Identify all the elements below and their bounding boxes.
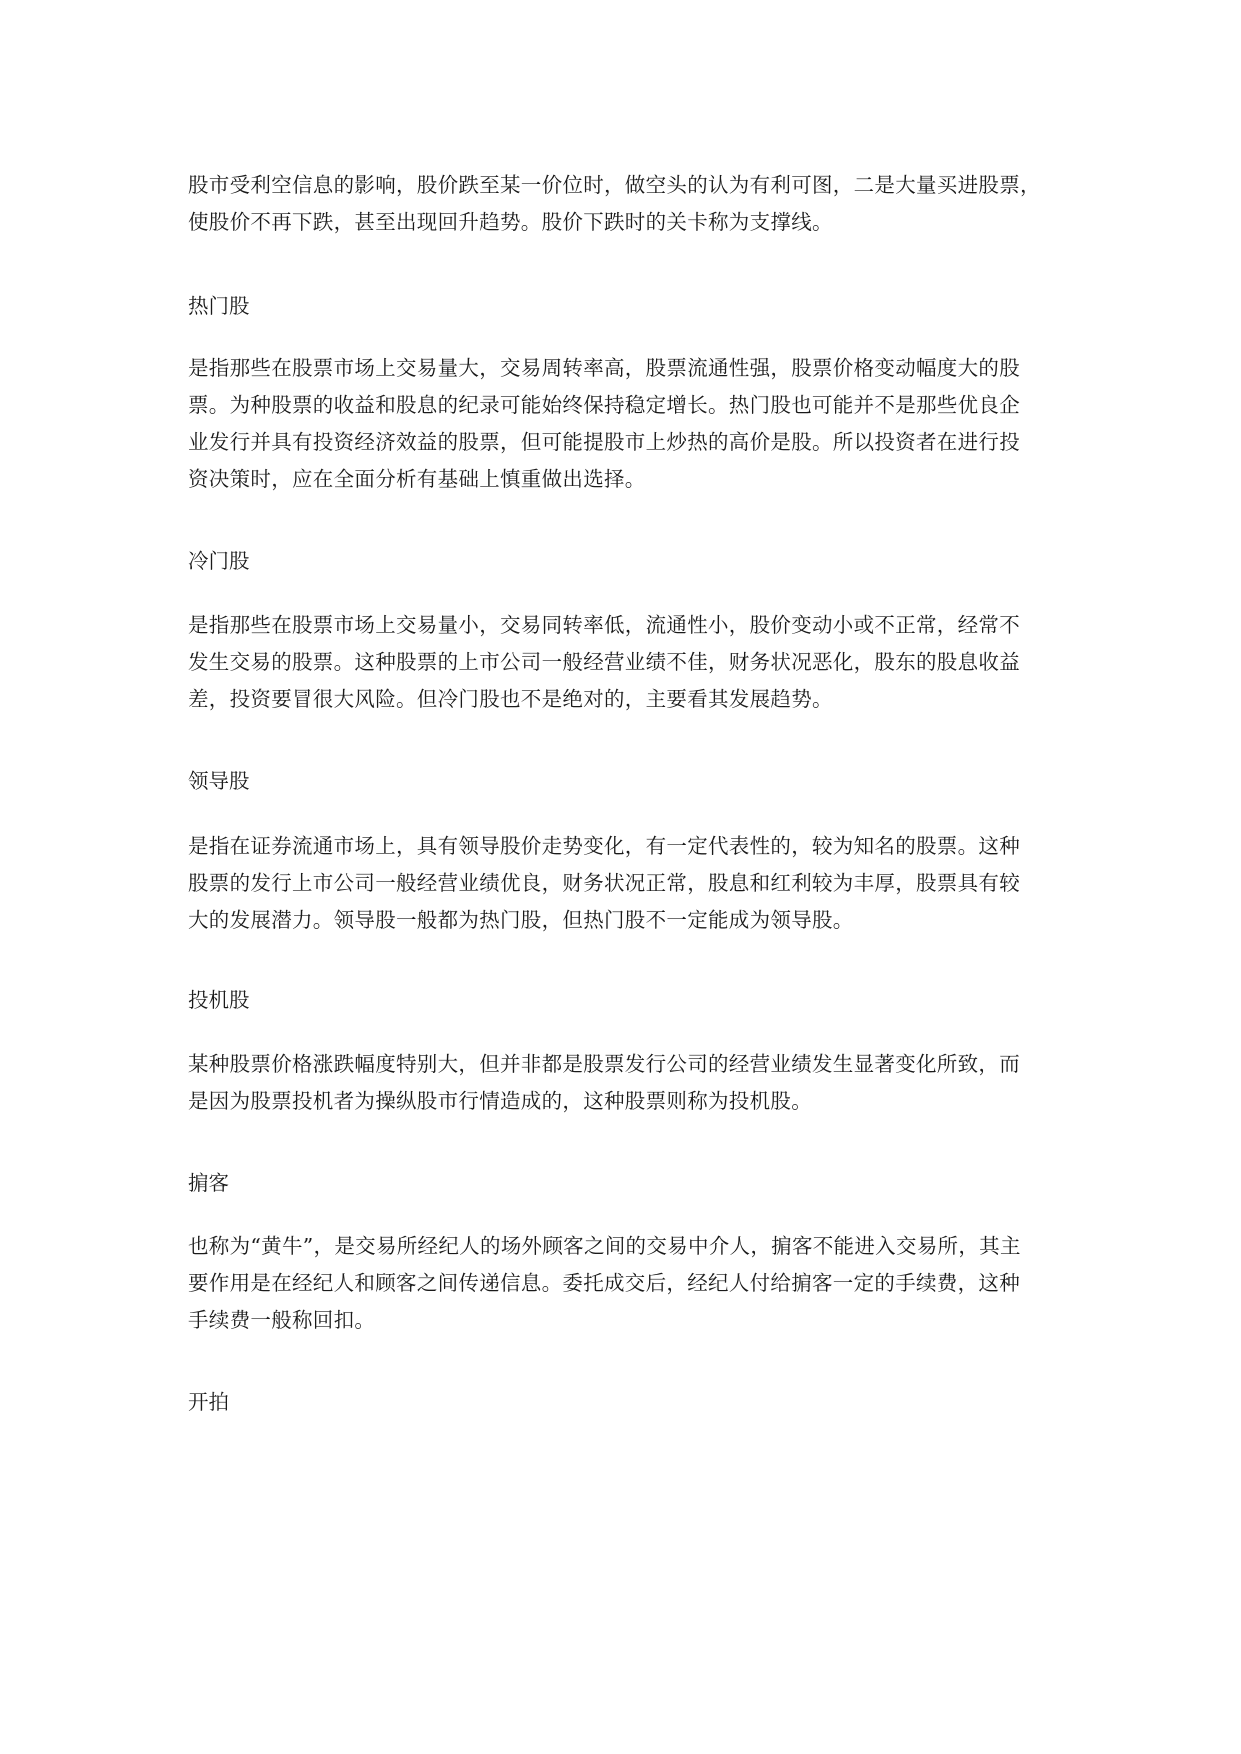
section-heading-broker: 掮客 [188, 1171, 229, 1195]
paragraph-line: 是因为股票投机者为操纵股市行情造成的，这种股票则称为投机股。 [188, 1089, 812, 1113]
section-heading-speculative-stock: 投机股 [188, 988, 250, 1012]
paragraph-line: 是指在证券流通市场上，具有领导股价走势变化，有一定代表性的，较为知名的股票。这种 [188, 834, 1020, 858]
section-paragraph-broker [188, 1228, 1088, 1339]
paragraph-line: 资决策时，应在全面分析有基础上慎重做出选择。 [188, 467, 646, 491]
paragraph-line: 要作用是在经纪人和顾客之间传递信息。委托成交后，经纪人付给掮客一定的手续费，这种 [188, 1271, 1020, 1295]
section-paragraph-hot-stock [188, 350, 1088, 498]
paragraph-line: 是指那些在股票市场上交易量小，交易同转率低，流通性小，股价变动小或不正常，经常不 [188, 613, 1020, 637]
paragraph-line: 发生交易的股票。这种股票的上市公司一般经营业绩不佳，财务状况恶化，股东的股息收益 [188, 650, 1020, 674]
intro-paragraph [188, 167, 1088, 241]
paragraph-line: 股市受利空信息的影响，股价跌至某一价位时，做空头的认为有利可图，二是大量买进股票， [188, 173, 1041, 197]
paragraph-line: 也称为“黄牛”，是交易所经纪人的场外顾客之间的交易中介人，掮客不能进入交易所，其主 [188, 1234, 1021, 1258]
paragraph-line: 使股价不再下跌，甚至出现回升趋势。股价下跌时的关卡称为支撑线。 [188, 210, 833, 234]
section-heading-leading-stock: 领导股 [188, 769, 250, 793]
section-heading-hot-stock: 热门股 [188, 294, 250, 318]
section-paragraph-cold-stock [188, 607, 1088, 718]
paragraph-line: 票。为种股票的收益和股息的纪录可能始终保持稳定增长。热门股也可能并不是那些优良企 [188, 393, 1020, 417]
paragraph-line: 差，投资要冒很大风险。但冷门股也不是绝对的，主要看其发展趋势。 [188, 687, 833, 711]
paragraph-line: 是指那些在股票市场上交易量大，交易周转率高，股票流通性强，股票价格变动幅度大的股 [188, 356, 1020, 380]
paragraph-line: 手续费一般称回扣。 [188, 1308, 376, 1332]
section-heading-cold-stock: 冷门股 [188, 549, 250, 573]
paragraph-line: 大的发展潜力。领导股一般都为热门股，但热门股不一定能成为领导股。 [188, 908, 854, 932]
paragraph-line: 股票的发行上市公司一般经营业绩优良，财务状况正常，股息和红利较为丰厚，股票具有较 [188, 871, 1020, 895]
paragraph-line: 某种股票价格涨跌幅度特别大，但并非都是股票发行公司的经营业绩发生显著变化所致，而 [188, 1052, 1020, 1076]
paragraph-line: 业发行并具有投资经济效益的股票，但可能提股市上炒热的高价是股。所以投资者在进行投 [188, 430, 1020, 454]
section-heading-opening: 开拍 [188, 1390, 229, 1414]
section-paragraph-leading-stock [188, 828, 1088, 939]
section-paragraph-speculative-stock [188, 1046, 1088, 1120]
